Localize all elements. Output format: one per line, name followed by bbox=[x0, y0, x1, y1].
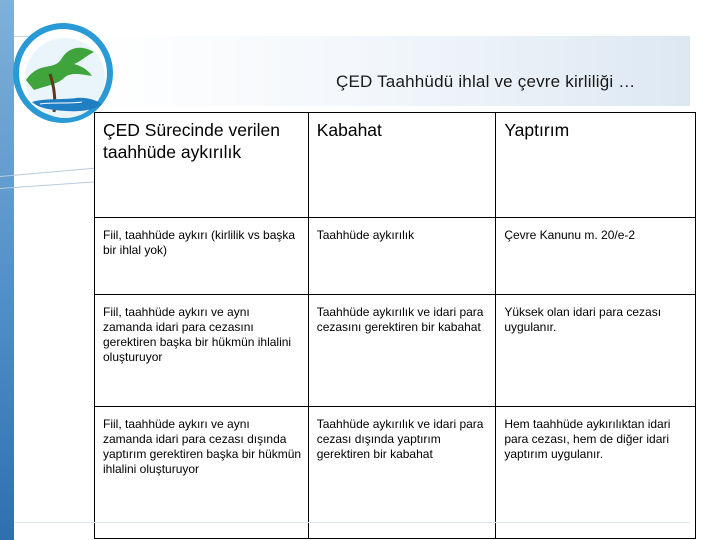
header-bar bbox=[92, 36, 690, 106]
footer-divider bbox=[14, 522, 690, 523]
column-header: Kabahat bbox=[308, 113, 496, 218]
table-cell: Hem taahhüde aykırılıktan idari para cezası, hem de diğer idari yaptırım uygulanır. bbox=[504, 417, 671, 461]
column-header: ÇED Sürecinde verilen taahhüde aykırılık bbox=[95, 113, 309, 218]
table-row bbox=[95, 218, 696, 295]
page-title: ÇED Taahhüdü ihlal ve çevre kirliliği … bbox=[336, 72, 636, 91]
table-header-row bbox=[95, 113, 696, 218]
table-row bbox=[95, 295, 696, 407]
table-cell: Taahhüde aykırılık bbox=[316, 228, 415, 242]
table-cell: Çevre Kanunu m. 20/e-2 bbox=[504, 228, 636, 242]
table-cell: Taahhüde aykırılık ve idari para cezası dışında yaptırım gerektiren bir kabahat bbox=[316, 417, 484, 461]
column-header: Yaptırım bbox=[496, 113, 696, 218]
tree-and-turkey-map-logo-icon bbox=[10, 20, 116, 126]
table-cell: Taahhüde aykırılık ve idari para cezasını gerektiren bir kabahat bbox=[316, 305, 484, 334]
table-row bbox=[95, 407, 696, 539]
table-cell: Fiil, taahhüde aykırı ve aynı zamanda idari para cezasını gerektiren başka bir hükmün ihlalini oluşturuyor bbox=[103, 305, 292, 364]
table-cell: Fiil, taahhüde aykırı ve aynı zamanda idari para cezası dışında yaptırım gerektiren başka bir hükmün ihlalini oluşturuyor bbox=[103, 417, 302, 476]
commitment-violation-table bbox=[94, 112, 696, 539]
table-cell: Fiil, taahhüde aykırı (kirlilik vs başka bir ihlal yok) bbox=[103, 228, 296, 257]
table-cell: Yüksek olan idari para cezası uygulanır. bbox=[504, 305, 662, 334]
